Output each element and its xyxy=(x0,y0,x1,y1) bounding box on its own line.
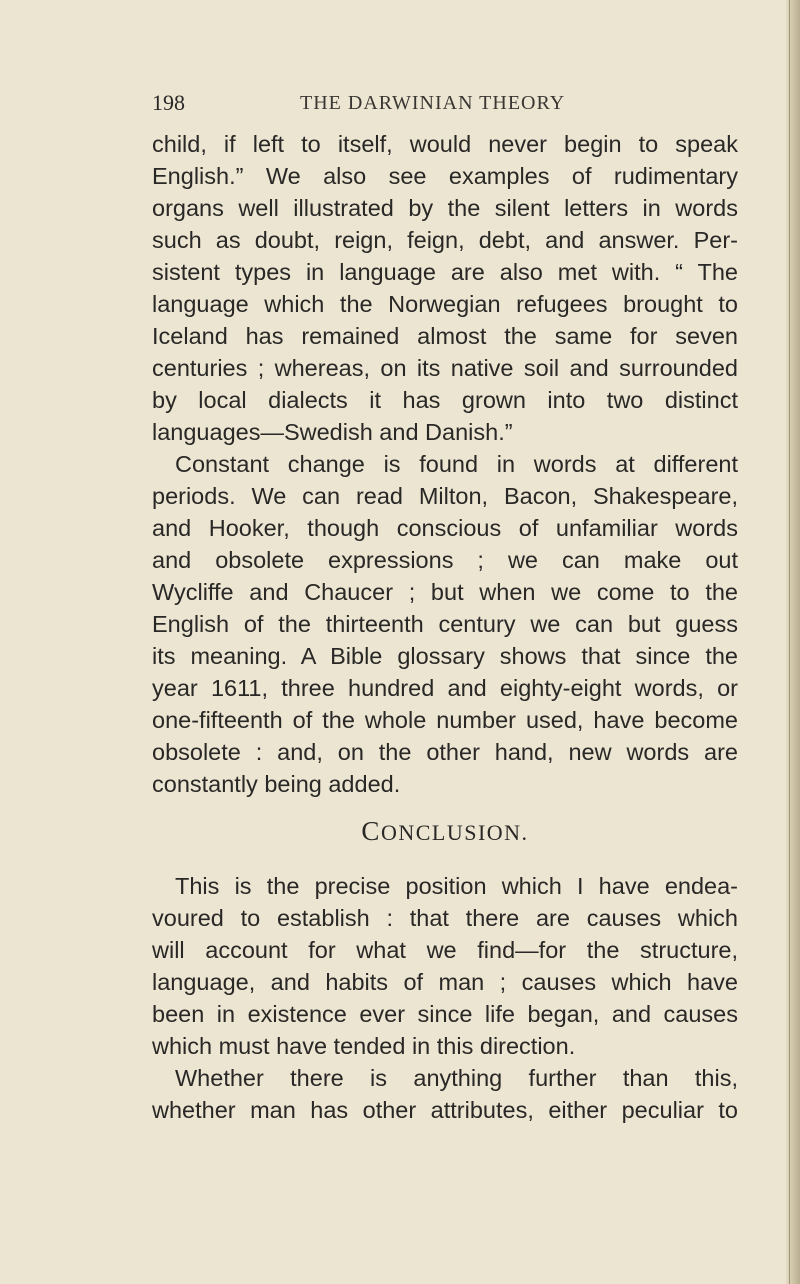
text-line: centuries ; whereas, on its native soil and surrounded xyxy=(152,355,738,381)
text-line: obsolete : and, on the other hand, new words are xyxy=(152,739,738,765)
page-edge-line xyxy=(789,0,790,1284)
section-heading-initial: C xyxy=(361,816,381,846)
text-line: its meaning. A Bible glossary shows that since the xyxy=(152,643,738,669)
text-line: constantly being added. xyxy=(152,771,401,797)
text-line: year 1611, three hundred and eighty-eight words, or xyxy=(152,675,738,701)
text-line: Whether there is anything further than this, xyxy=(175,1065,738,1091)
text-line: such as doubt, reign, feign, debt, and answer. Per- xyxy=(152,227,738,253)
text-line: English of the thirteenth century we can but guess xyxy=(152,611,738,637)
section-heading-rest: ONCLUSION. xyxy=(380,820,529,845)
conclusion-text xyxy=(152,870,738,1126)
text-line: child, if left to itself, would never begin to speak xyxy=(152,131,738,157)
text-line: been in existence ever since life began, and causes xyxy=(152,1001,738,1027)
text-line: language, and habits of man ; causes which have xyxy=(152,969,738,995)
text-line: and Hooker, though conscious of unfamiliar words xyxy=(152,515,738,541)
page-number: 198 xyxy=(152,90,185,115)
text-line: which must have tended in this direction. xyxy=(152,1033,576,1059)
text-line: one-fifteenth of the whole number used, have become xyxy=(152,707,738,733)
running-head xyxy=(152,90,742,120)
text-line: English.” We also see examples of rudimentary xyxy=(152,163,738,189)
running-title: THE DARWINIAN THEORY xyxy=(300,92,566,114)
text-line: by local dialects it has grown into two distinct xyxy=(152,387,738,413)
text-line: Wycliffe and Chaucer ; but when we come to the xyxy=(152,579,738,605)
text-line: whether man has other attributes, either peculiar to xyxy=(152,1097,738,1123)
text-line: voured to establish : that there are causes which xyxy=(152,905,738,931)
text-line: organs well illustrated by the silent letters in words xyxy=(152,195,738,221)
section-heading xyxy=(152,816,738,847)
text-line: periods. We can read Milton, Bacon, Shakespeare, xyxy=(152,483,738,509)
body-text xyxy=(152,128,738,800)
text-line: will account for what we find—for the structure, xyxy=(152,937,738,963)
text-line: Iceland has remained almost the same for seven xyxy=(152,323,738,349)
text-line: sistent types in language are also met with. “ The xyxy=(152,259,738,285)
text-line: languages—Swedish and Danish.” xyxy=(152,419,513,445)
text-line: Constant change is found in words at different xyxy=(175,451,738,477)
text-line: and obsolete expressions ; we can make out xyxy=(152,547,738,573)
text-line: This is the precise position which I have endea- xyxy=(175,873,738,899)
text-line: language which the Norwegian refugees brought to xyxy=(152,291,738,317)
